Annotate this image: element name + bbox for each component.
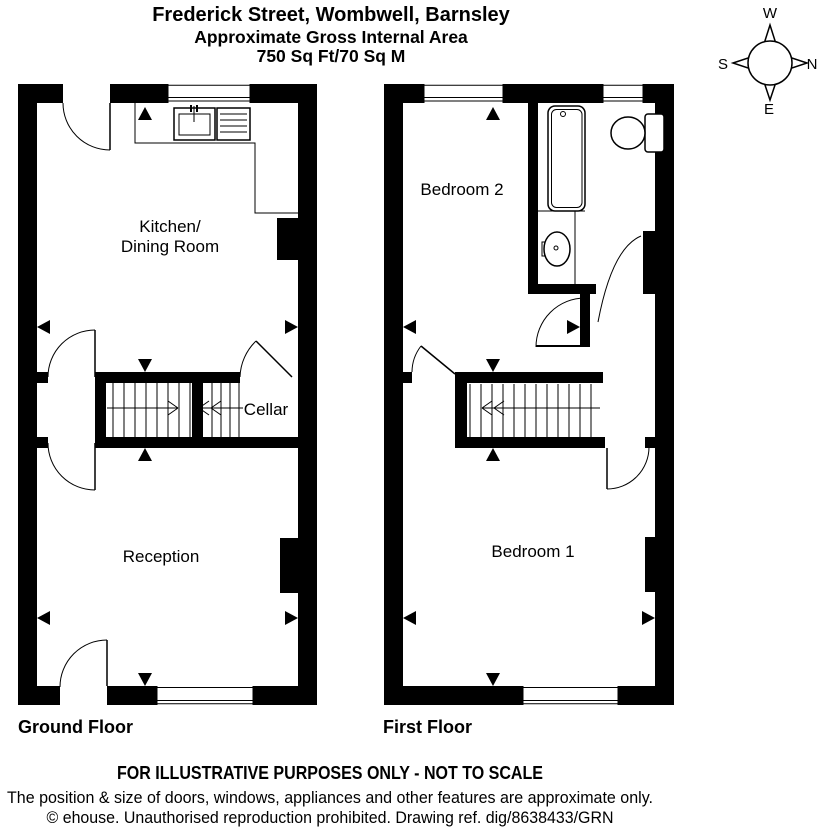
- ground-floor-label: Ground Floor: [18, 717, 133, 737]
- cellar-label: Cellar: [243, 400, 289, 419]
- reception-label: Reception: [122, 547, 200, 566]
- bedroom1-chimney-breast: [645, 537, 674, 592]
- bedroom1-label: Bedroom 1: [491, 542, 575, 561]
- bedroom2-window: [424, 84, 503, 103]
- compass-rose-icon: [718, 5, 817, 118]
- bath-icon: [548, 106, 585, 211]
- toilet-icon: [611, 114, 664, 152]
- reception-chimney-breast: [280, 538, 317, 593]
- first-floor-label: First Floor: [383, 717, 472, 737]
- compass-west-label: W: [762, 5, 778, 22]
- bathroom-divider-wall: [528, 103, 538, 284]
- hall-upper-wall: [95, 372, 240, 383]
- page-title: Frederick Street, Wombwell, Barnsley: [152, 4, 510, 26]
- compass-south-label: S: [717, 56, 729, 73]
- kitchen-window: [168, 84, 250, 103]
- footer-disclaimer: [7, 763, 653, 827]
- hall-lower-wall: [95, 437, 298, 448]
- landing-lower-wall: [455, 437, 605, 448]
- kitchen-label-line1: Kitchen/: [139, 217, 201, 236]
- compass-north-label: N: [806, 56, 818, 73]
- front-door-opening: [60, 686, 107, 705]
- landing-upper-wall: [455, 372, 603, 383]
- bedroom2-label: Bedroom 2: [420, 180, 504, 199]
- bathroom-window: [603, 84, 643, 103]
- back-door-opening: [63, 84, 110, 103]
- bathroom-chimney-breast: [643, 231, 674, 294]
- first-floor-plan: [384, 84, 674, 705]
- kitchen-chimney-breast: [277, 218, 317, 260]
- ground-floor-plan: [18, 84, 317, 705]
- subtitle-size: 750 Sq Ft/70 Sq M: [256, 46, 406, 66]
- reception-window: [157, 686, 253, 705]
- kitchen-label-line2: Dining Room: [120, 237, 220, 256]
- compass-east-label: E: [763, 101, 775, 118]
- bedroom1-window: [523, 686, 618, 705]
- subtitle-area: Approximate Gross Internal Area: [194, 27, 468, 47]
- footer-line1: FOR ILLUSTRATIVE PURPOSES ONLY - NOT TO SCALE: [117, 763, 543, 783]
- title-block: [152, 4, 510, 66]
- footer-line3: © ehouse. Unauthorised reproduction prohibited. Drawing ref. dig/8638433/GRN: [46, 809, 614, 827]
- footer-line2: The position & size of doors, windows, appliances and other features are approximate only.: [7, 789, 653, 807]
